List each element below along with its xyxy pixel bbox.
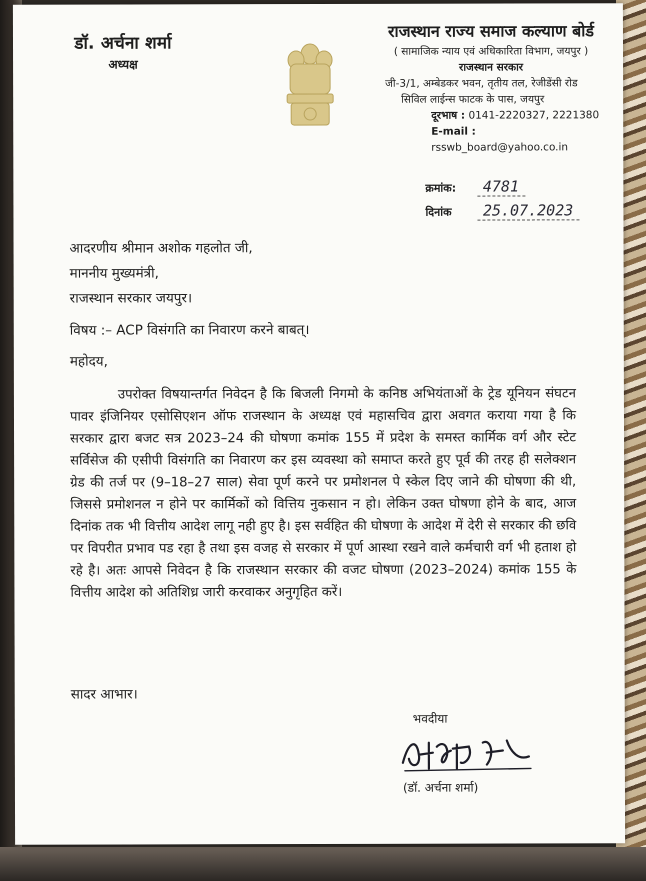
sender-name: डॉ. अर्चना शर्मा bbox=[74, 33, 172, 54]
signature-label: भवदीया bbox=[412, 711, 448, 726]
closing-line: सादर आभार। bbox=[70, 686, 138, 703]
phone-label: दूरभाष : bbox=[431, 109, 466, 122]
letterhead-sender bbox=[53, 30, 193, 72]
handwritten-signature bbox=[399, 732, 539, 776]
reference-date-row bbox=[425, 199, 579, 223]
address-line-2: सिविल लाईन्स फाटक के पास, जयपुर bbox=[401, 93, 545, 106]
sender-role: अध्यक्ष bbox=[108, 57, 138, 72]
signatory-name: (डॉ. अर्चना शर्मा) bbox=[402, 780, 479, 795]
email-address: rsswb_board@yahoo.co.in bbox=[431, 141, 569, 154]
letterhead-organization bbox=[371, 23, 611, 156]
signature-block bbox=[399, 709, 549, 795]
addressee-block bbox=[70, 236, 253, 311]
address-line-1: जी-3/1, अम्बेडकर भवन, तृतीय तल, रेजीडेंसी रोड bbox=[385, 77, 578, 90]
salutation: महोदय, bbox=[69, 353, 108, 370]
photo-background-bottom bbox=[0, 847, 646, 881]
email-line bbox=[371, 123, 611, 156]
subject-line: विषय :– ACP विसंगति का निवारण करने बाबत्। bbox=[69, 322, 310, 339]
reference-date: 25.07.2023 bbox=[477, 201, 579, 220]
reference-block bbox=[425, 175, 579, 223]
department-name: ( सामाजिक न्याय एवं अधिकारिता विभाग, जयपुर ) bbox=[393, 45, 589, 58]
organization-name: राजस्थान राज्य समाज कल्याण बोर्ड bbox=[387, 21, 594, 41]
reference-number-label: क्रमांक: bbox=[425, 181, 457, 195]
letter-page bbox=[13, 3, 625, 845]
state-emblem-icon bbox=[281, 38, 339, 134]
government-name: राजस्थान सरकार bbox=[459, 61, 524, 74]
reference-date-label: दिनांक bbox=[425, 205, 452, 219]
addressee-line-2: माननीय मुख्यमंत्री, bbox=[69, 265, 159, 282]
reference-number: 4781 bbox=[477, 177, 525, 196]
addressee-line-1: आदरणीय श्रीमान अशोक गहलोत जी, bbox=[69, 240, 253, 257]
email-label: E-mail : bbox=[431, 125, 476, 138]
reference-number-row bbox=[425, 175, 579, 199]
letter-body: उपरोक्त विषयान्तर्गत निवेदन है कि बिजली निगमो के कनिष्ठ अभियंताओं के ट्रेड यूनियन संघटन पावर इंजिनियर एसोसिएशन ऑफ राजस्थान के अध्यक्ष एवं महासचिव द्वारा अवगत कराया गया है कि सरकार द्वारा बजट सत्र 2023–24 की घोषणा कमांक 155 में प्रदेश के समस्त कार्मिक वर्ग और स्टेट सर्विसेज की एसीपी विसंगति का निवारण कर इस व्यवस्था को समाप्त करते हुए पूर्व की तरह ही सलेक्शन ग्रेड की तर्ज पर (9–18–27 साल) सेवा पूर्ण करने पर प्रमोशनल पे स्केल दिए जाने की घोषणा की थी, जिससे प्रमोशनल न होने पर कार्मिकों को वित्तिय नुकसान न हो। लेकिन उक्त घोषणा होने के बाद, आज दिनांक तक भी वित्तीय आदेश लागू नही हुए है। इस सर्वहित की घोषणा के आदेश में देरी से सरकार की छवि पर विपरीत प्रभाव पड रहा है तथा इस वजह से सरकार में पूर्ण आस्था रखने वाले कर्मचारी वर्ग भी हताश हो रहे है। अतः आपसे निवेदन है कि राजस्थान सरकार की वजट घोषणा (2023–2024) कमांक 155 के वित्तीय आदेश को अतिशिध्र जारी करवाकर अनुगृहित करें। bbox=[69, 386, 577, 601]
phone-line bbox=[371, 107, 611, 124]
addressee-line-3: राजस्थान सरकार जयपुर। bbox=[69, 290, 193, 307]
phone-number: 0141-2220327, 2221380 bbox=[468, 109, 600, 122]
